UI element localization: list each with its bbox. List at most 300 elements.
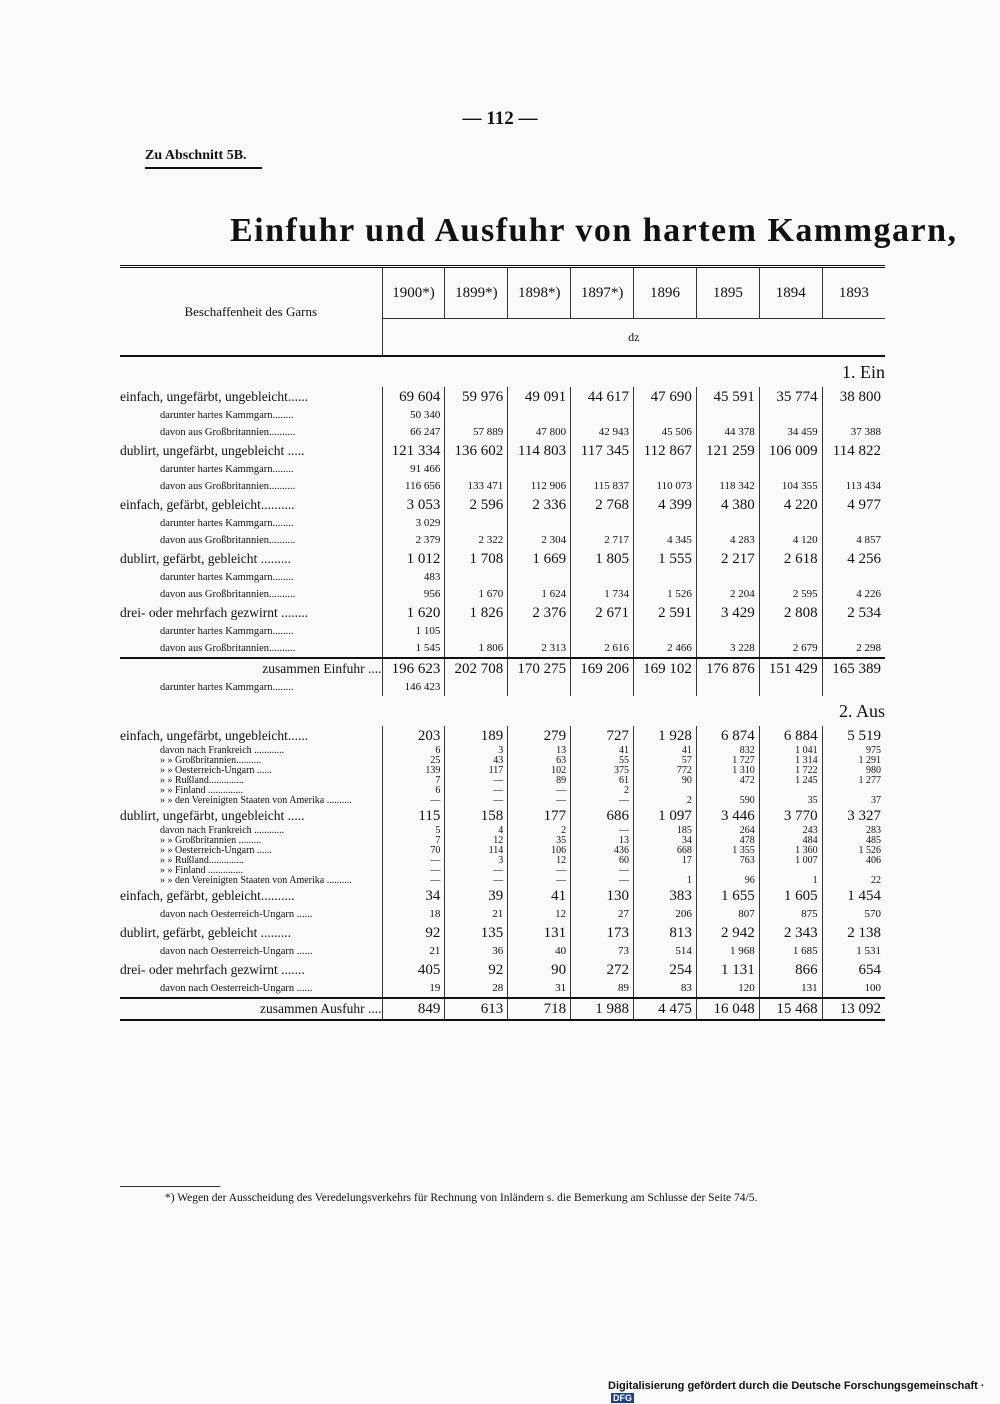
cell-value: 807 <box>696 906 759 923</box>
cell-value: 6 884 <box>759 726 822 746</box>
table-subrow <box>120 586 885 603</box>
cell-value: 2 217 <box>696 549 759 569</box>
cell-value <box>634 569 697 586</box>
cell-value <box>759 866 822 876</box>
cell-value: 832 <box>696 746 759 756</box>
cell-value: 1 277 <box>822 776 885 786</box>
subrow-label: davon nach Oesterreich-Ungarn ...... <box>160 946 313 957</box>
subrow-label: darunter hartes Kammgarn........ <box>160 518 294 529</box>
cell-value: 135 <box>445 923 508 943</box>
cell-value: 15 468 <box>759 998 822 1020</box>
cell-value: 203 <box>382 726 445 746</box>
table-subrow <box>120 461 885 478</box>
cell-value <box>571 623 634 640</box>
page-number: — 112 — <box>462 108 538 129</box>
cell-value: — <box>571 876 634 886</box>
cell-value: 47 800 <box>508 424 571 441</box>
cell-value: 3 770 <box>759 806 822 826</box>
cell-value: 69 604 <box>382 387 445 407</box>
cell-value: 1 826 <box>445 603 508 623</box>
cell-value: 1 012 <box>382 549 445 569</box>
cell-value: 2 343 <box>759 923 822 943</box>
cell-value: 45 506 <box>634 424 697 441</box>
table-subrow <box>120 776 885 786</box>
row-label: dublirt, gefärbt, gebleicht ......... <box>120 551 291 566</box>
cell-value: 436 <box>571 846 634 856</box>
cell-value <box>696 569 759 586</box>
cell-value: 185 <box>634 826 697 836</box>
cell-value: 112 906 <box>508 478 571 495</box>
cell-value: — <box>508 876 571 886</box>
cell-value: 73 <box>571 943 634 960</box>
cell-value <box>445 461 508 478</box>
cell-value: 668 <box>634 846 697 856</box>
cell-value: 117 345 <box>571 441 634 461</box>
cell-value: 13 <box>571 836 634 846</box>
cell-value <box>634 515 697 532</box>
cell-value: — <box>571 796 634 806</box>
cell-value: 3 446 <box>696 806 759 826</box>
subrow-label: davon aus Großbritannien.......... <box>160 643 296 654</box>
cell-value <box>634 679 697 696</box>
cell-value: 89 <box>571 980 634 998</box>
cell-value: 1 988 <box>571 998 634 1020</box>
section-heading-row <box>120 696 885 726</box>
cell-value: 686 <box>571 806 634 826</box>
subrow-label: darunter hartes Kammgarn........ <box>160 626 294 637</box>
table-subrow <box>120 623 885 640</box>
cell-value <box>822 866 885 876</box>
cell-value <box>696 786 759 796</box>
cell-value: 115 <box>382 806 445 826</box>
cell-value: 61 <box>571 776 634 786</box>
cell-value: 2 379 <box>382 532 445 549</box>
subrow-label: » » Finland .............. <box>160 786 244 796</box>
cell-value: 89 <box>508 776 571 786</box>
cell-value <box>822 461 885 478</box>
cell-value: 66 247 <box>382 424 445 441</box>
table-subrow <box>120 478 885 495</box>
table-subrow <box>120 836 885 846</box>
cell-value: 60 <box>571 856 634 866</box>
cell-value: 975 <box>822 746 885 756</box>
cell-value: 956 <box>382 586 445 603</box>
cell-value: 2 <box>571 786 634 796</box>
table-subrow <box>120 980 885 998</box>
table-row <box>120 998 885 1020</box>
cell-value <box>696 515 759 532</box>
cell-value: 40 <box>508 943 571 960</box>
table-subrow <box>120 786 885 796</box>
dfg-logo: DFG <box>613 1393 632 1403</box>
cell-value: — <box>382 866 445 876</box>
table-subrow <box>120 756 885 766</box>
column-header-garn: Beschaffenheit des Garns <box>120 267 382 357</box>
cell-value: 243 <box>759 826 822 836</box>
cell-value: 1 806 <box>445 640 508 658</box>
cell-value: 2 595 <box>759 586 822 603</box>
cell-value: 116 656 <box>382 478 445 495</box>
cell-value: 57 889 <box>445 424 508 441</box>
cell-value: — <box>571 826 634 836</box>
cell-value: 7 <box>382 776 445 786</box>
cell-value: 1 526 <box>634 586 697 603</box>
cell-value: — <box>445 866 508 876</box>
cell-value: 2 376 <box>508 603 571 623</box>
cell-value: 70 <box>382 846 445 856</box>
row-label: dublirt, gefärbt, gebleicht ......... <box>120 925 291 940</box>
cell-value: 35 <box>508 836 571 846</box>
table-subrow <box>120 906 885 923</box>
row-label: drei- oder mehrfach gezwirnt ....... <box>120 962 305 977</box>
cell-value: 102 <box>508 766 571 776</box>
subrow-label: davon nach Frankreich ............ <box>160 826 285 836</box>
table-row <box>120 658 885 679</box>
cell-value: 485 <box>822 836 885 846</box>
cell-value <box>508 569 571 586</box>
cell-value: 5 <box>382 826 445 836</box>
subrow-label: darunter hartes Kammgarn........ <box>160 464 294 475</box>
cell-value <box>822 515 885 532</box>
cell-value: 121 259 <box>696 441 759 461</box>
cell-value <box>759 407 822 424</box>
cell-value: 514 <box>634 943 697 960</box>
cell-value: — <box>508 786 571 796</box>
cell-value: 19 <box>382 980 445 998</box>
table-subrow <box>120 640 885 658</box>
unit-label: dz <box>382 319 885 357</box>
cell-value: 2 616 <box>571 640 634 658</box>
table-row <box>120 923 885 943</box>
cell-value: 3 429 <box>696 603 759 623</box>
subrow-label: davon aus Großbritannien.......... <box>160 481 296 492</box>
cell-value: 2 336 <box>508 495 571 515</box>
cell-value: 2 768 <box>571 495 634 515</box>
cell-value: 169 206 <box>571 658 634 679</box>
cell-value: 50 340 <box>382 407 445 424</box>
cell-value: 4 977 <box>822 495 885 515</box>
cell-value: 170 275 <box>508 658 571 679</box>
cell-value: 131 <box>759 980 822 998</box>
cell-value: 1 131 <box>696 960 759 980</box>
cell-value: 483 <box>382 569 445 586</box>
row-label: einfach, gefärbt, gebleicht.......... <box>120 888 295 903</box>
cell-value: 176 876 <box>696 658 759 679</box>
table-row <box>120 387 885 407</box>
cell-value <box>508 461 571 478</box>
cell-value: 4 226 <box>822 586 885 603</box>
cell-value: 151 429 <box>759 658 822 679</box>
cell-value: 2 808 <box>759 603 822 623</box>
page-title: Einfuhr und Ausfuhr von hartem Kammgarn, <box>230 212 958 249</box>
cell-value: 139 <box>382 766 445 776</box>
cell-value: 4 475 <box>634 998 697 1020</box>
cell-value: 1 805 <box>571 549 634 569</box>
cell-value: 118 342 <box>696 478 759 495</box>
cell-value: 375 <box>571 766 634 776</box>
cell-value: 165 389 <box>822 658 885 679</box>
cell-value: 21 <box>445 906 508 923</box>
cell-value: 4 345 <box>634 532 697 549</box>
table-subrow <box>120 876 885 886</box>
cell-value: 484 <box>759 836 822 846</box>
cell-value: 980 <box>822 766 885 776</box>
cell-value: 36 <box>445 943 508 960</box>
cell-value <box>696 461 759 478</box>
cell-value: 146 423 <box>382 679 445 696</box>
cell-value <box>759 623 822 640</box>
cell-value: 4 283 <box>696 532 759 549</box>
cell-value: 590 <box>696 796 759 806</box>
cell-value: — <box>445 796 508 806</box>
cell-value <box>571 679 634 696</box>
cell-value: 4 256 <box>822 549 885 569</box>
footnote: *) Wegen der Ausscheidung des Veredelungsverkehrs für Rechnung von Inländern s. die Bemerkung am Schlusse der Seite 74/5. <box>165 1192 758 1204</box>
cell-value: 34 <box>634 836 697 846</box>
cell-value: 13 <box>508 746 571 756</box>
cell-value: 405 <box>382 960 445 980</box>
subrow-label: » » Großbritannien.......... <box>160 756 262 766</box>
cell-value: — <box>445 776 508 786</box>
subrow-label: » » Oesterreich-Ungarn ...... <box>160 846 272 856</box>
cell-value: — <box>445 876 508 886</box>
cell-value: 2 717 <box>571 532 634 549</box>
subrow-label: » » den Vereinigten Staaten von Amerika .......... <box>160 876 352 886</box>
cell-value: 4 <box>445 826 508 836</box>
table-subrow <box>120 826 885 836</box>
cell-value: — <box>445 786 508 796</box>
table-row <box>120 495 885 515</box>
cell-value: 4 120 <box>759 532 822 549</box>
table-row <box>120 806 885 826</box>
cell-value: 96 <box>696 876 759 886</box>
year-header: 1898*) <box>508 267 571 319</box>
cell-value: 18 <box>382 906 445 923</box>
cell-value <box>634 461 697 478</box>
cell-value <box>445 679 508 696</box>
cell-value: 21 <box>382 943 445 960</box>
cell-value: 2 942 <box>696 923 759 943</box>
cell-value: 158 <box>445 806 508 826</box>
cell-value <box>822 623 885 640</box>
cell-value: 2 466 <box>634 640 697 658</box>
cell-value: 1 727 <box>696 756 759 766</box>
cell-value: 49 091 <box>508 387 571 407</box>
cell-value: 570 <box>822 906 885 923</box>
cell-value: 727 <box>571 726 634 746</box>
cell-value: 1 708 <box>445 549 508 569</box>
cell-value: 1 555 <box>634 549 697 569</box>
cell-value: 718 <box>508 998 571 1020</box>
cell-value <box>508 515 571 532</box>
table-subrow <box>120 569 885 586</box>
table-subrow <box>120 515 885 532</box>
cell-value: 849 <box>382 998 445 1020</box>
row-label: dublirt, ungefärbt, ungebleicht ..... <box>120 443 305 458</box>
year-header: 1896 <box>634 267 697 319</box>
cell-value: 4 857 <box>822 532 885 549</box>
cell-value: 1 669 <box>508 549 571 569</box>
table-subrow <box>120 532 885 549</box>
cell-value: 1 310 <box>696 766 759 776</box>
table-row <box>120 886 885 906</box>
subrow-label: » » Oesterreich-Ungarn ...... <box>160 766 272 776</box>
cell-value: — <box>382 856 445 866</box>
table-row <box>120 549 885 569</box>
cell-value: 17 <box>634 856 697 866</box>
cell-value: 92 <box>382 923 445 943</box>
cell-value: 121 334 <box>382 441 445 461</box>
cell-value <box>445 407 508 424</box>
cell-value: 1 314 <box>759 756 822 766</box>
row-label: einfach, ungefärbt, ungebleicht...... <box>120 389 309 404</box>
cell-value: 130 <box>571 886 634 906</box>
row-label: einfach, gefärbt, gebleicht.......... <box>120 497 295 512</box>
cell-value: 472 <box>696 776 759 786</box>
cell-value <box>445 569 508 586</box>
cell-value: 1 670 <box>445 586 508 603</box>
row-label: zusammen Einfuhr .... <box>120 658 382 679</box>
cell-value: 63 <box>508 756 571 766</box>
table-subrow <box>120 796 885 806</box>
cell-value: 83 <box>634 980 697 998</box>
cell-value: 3 029 <box>382 515 445 532</box>
year-header: 1894 <box>759 267 822 319</box>
cell-value: 106 009 <box>759 441 822 461</box>
cell-value: 25 <box>382 756 445 766</box>
cell-value: 2 304 <box>508 532 571 549</box>
cell-value: 110 073 <box>634 478 697 495</box>
cell-value: 100 <box>822 980 885 998</box>
cell-value: 35 774 <box>759 387 822 407</box>
cell-value: — <box>508 866 571 876</box>
cell-value: 406 <box>822 856 885 866</box>
cell-value: 44 378 <box>696 424 759 441</box>
subrow-label: » » den Vereinigten Staaten von Amerika .......... <box>160 796 352 806</box>
cell-value <box>759 569 822 586</box>
subrow-label: davon aus Großbritannien.......... <box>160 589 296 600</box>
cell-value <box>634 623 697 640</box>
cell-value <box>508 679 571 696</box>
section-reference: Zu Abschnitt 5B. <box>145 148 262 169</box>
cell-value: 1 545 <box>382 640 445 658</box>
cell-value: 202 708 <box>445 658 508 679</box>
cell-value: 173 <box>571 923 634 943</box>
cell-value: — <box>508 796 571 806</box>
cell-value: 41 <box>571 746 634 756</box>
cell-value: — <box>571 866 634 876</box>
subrow-label: davon aus Großbritannien.......... <box>160 427 296 438</box>
cell-value: 4 220 <box>759 495 822 515</box>
cell-value <box>571 569 634 586</box>
cell-value <box>822 786 885 796</box>
cell-value <box>445 623 508 640</box>
cell-value: 1 655 <box>696 886 759 906</box>
cell-value: 104 355 <box>759 478 822 495</box>
cell-value: 59 976 <box>445 387 508 407</box>
cell-value: 279 <box>508 726 571 746</box>
row-label: einfach, ungefärbt, ungebleicht...... <box>120 728 309 743</box>
cell-value <box>822 679 885 696</box>
cell-value <box>822 569 885 586</box>
header-row <box>120 267 885 319</box>
cell-value: 2 534 <box>822 603 885 623</box>
table-subrow <box>120 866 885 876</box>
cell-value: 45 591 <box>696 387 759 407</box>
cell-value: 763 <box>696 856 759 866</box>
cell-value: 13 092 <box>822 998 885 1020</box>
cell-value: 4 399 <box>634 495 697 515</box>
subrow-label: davon nach Frankreich ............ <box>160 746 285 756</box>
table-subrow <box>120 424 885 441</box>
cell-value: 120 <box>696 980 759 998</box>
cell-value <box>508 623 571 640</box>
cell-value: 478 <box>696 836 759 846</box>
cell-value: 27 <box>571 906 634 923</box>
cell-value: 272 <box>571 960 634 980</box>
cell-value <box>571 461 634 478</box>
cell-value: 113 434 <box>822 478 885 495</box>
cell-value: 2 204 <box>696 586 759 603</box>
cell-value: 6 874 <box>696 726 759 746</box>
cell-value: 37 <box>822 796 885 806</box>
cell-value: 1 620 <box>382 603 445 623</box>
cell-value: 114 822 <box>822 441 885 461</box>
cell-value: 90 <box>508 960 571 980</box>
cell-value: 7 <box>382 836 445 846</box>
cell-value: 44 617 <box>571 387 634 407</box>
row-label: zusammen Ausfuhr .... <box>120 998 382 1020</box>
cell-value: 2 138 <box>822 923 885 943</box>
cell-value: 55 <box>571 756 634 766</box>
cell-value <box>696 407 759 424</box>
cell-value: 654 <box>822 960 885 980</box>
cell-value: 1 <box>759 876 822 886</box>
table-subrow <box>120 766 885 776</box>
cell-value: 1 968 <box>696 943 759 960</box>
cell-value: 1 685 <box>759 943 822 960</box>
cell-value <box>822 407 885 424</box>
subrow-label: davon nach Oesterreich-Ungarn ...... <box>160 983 313 994</box>
funding-text: Digitalisierung gefördert durch die Deutsche Forschungsgemeinschaft <box>608 1380 978 1392</box>
cell-value: 6 <box>382 786 445 796</box>
cell-value: 1 007 <box>759 856 822 866</box>
cell-value: 1 <box>634 876 697 886</box>
cell-value: 41 <box>634 746 697 756</box>
cell-value: 90 <box>634 776 697 786</box>
cell-value: 2 671 <box>571 603 634 623</box>
section-heading: 1. Ein <box>842 361 885 382</box>
section-heading-row <box>120 356 885 387</box>
data-table <box>120 265 885 1021</box>
cell-value: 47 690 <box>634 387 697 407</box>
cell-value: 133 471 <box>445 478 508 495</box>
cell-value: 2 596 <box>445 495 508 515</box>
cell-value: 115 837 <box>571 478 634 495</box>
cell-value: 1 097 <box>634 806 697 826</box>
cell-value: 254 <box>634 960 697 980</box>
cell-value: 3 228 <box>696 640 759 658</box>
cell-value: 1 454 <box>822 886 885 906</box>
cell-value: 1 355 <box>696 846 759 856</box>
table-row <box>120 726 885 746</box>
cell-value: 196 623 <box>382 658 445 679</box>
cell-value: 1 360 <box>759 846 822 856</box>
cell-value: 16 048 <box>696 998 759 1020</box>
cell-value: 1 245 <box>759 776 822 786</box>
cell-value: 2 679 <box>759 640 822 658</box>
cell-value: 613 <box>445 998 508 1020</box>
